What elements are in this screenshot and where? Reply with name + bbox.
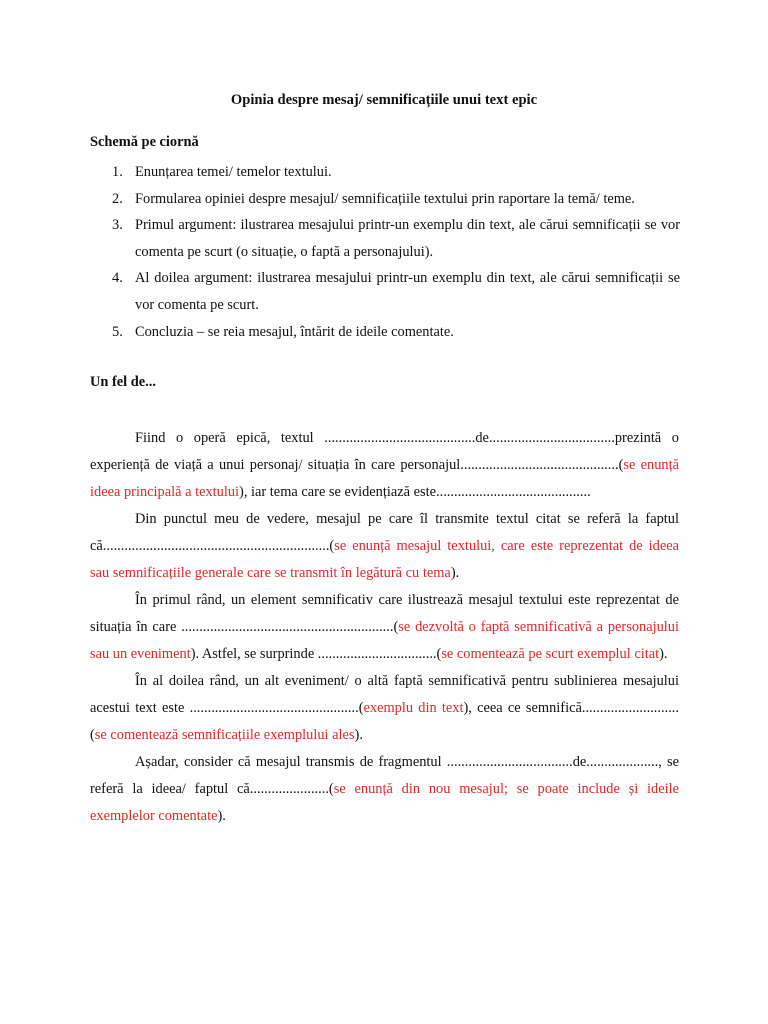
template-text: ). [659, 646, 668, 662]
schema-heading: Schemă pe ciornă [90, 134, 199, 150]
template-paragraph-3 [90, 587, 679, 668]
schema-step-text: Concluzia – se reia mesajul, întărit de ideile comentate. [135, 323, 454, 340]
schema-step-text: Enunțarea temei/ temelor textului. [135, 164, 332, 180]
template-paragraph-4 [90, 668, 679, 749]
instruction-note: se enunță ideea principală a textului [90, 457, 679, 500]
schema-step-1: 1. Enunțarea temei/ temelor textului. [112, 164, 332, 180]
schema-step-3: 3. Primul argument: ilustrarea mesajului printr-un exemplu din text, ale cărui semnificații se vor comenta pe scurt (o situație, o faptă a personajului). [112, 217, 680, 260]
template-text: ). [217, 808, 226, 824]
template-text: ). [354, 727, 363, 743]
template-text: ), ceea ce semnifică...........................( [90, 700, 679, 743]
schema-step-text: Al doilea argument: ilustrarea mesajului printr-un exemplu din text, ale cărui semnificații se vor comenta pe scurt. [135, 270, 680, 313]
document-title: Opinia despre mesaj/ semnificațiile unui text epic [230, 92, 538, 108]
template-text: În al doilea rând, un alt eveniment/ o altă faptă semnificativă pentru sublinierea mesajului acestui text este ...............................................( [90, 673, 679, 716]
schema-step-5: 5. Concluzia – se reia mesajul, întărit de ideile comentate. [112, 323, 454, 340]
template-text: Așadar, consider că mesajul transmis de fragmentul ...................................de...................., se referă la ideea/ faptul că......................( [90, 754, 679, 797]
schema-step-4: 4. Al doilea argument: ilustrarea mesajului printr-un exemplu din text, ale cărui semnificații se vor comenta pe scurt. [112, 270, 680, 313]
instruction-note: se dezvoltă o faptă semnificativă a personajului sau un eveniment [90, 619, 679, 662]
instruction-note: exemplu din text [363, 700, 464, 716]
instruction-note: se comentează pe scurt exemplul citat [441, 646, 660, 662]
template-text: Fiind o operă epică, textul ..........................................de...................................prezintă o experiență de viață a unui personaj/ situația în care personajul............................................( [90, 430, 679, 473]
schema-steps-list [90, 159, 680, 345]
instruction-note: se enunță din nou mesajul; se poate include și ideile exemplelor comentate [90, 781, 680, 824]
template-text: În primul rând, un element semnificativ care ilustrează mesajul textului este reprezentat de situația în care ...........................................................( [90, 592, 679, 635]
instruction-note: se enunță mesajul textului, care este reprezentat de ideea sau semnificațiile generale care se transmit în legătură cu tema [90, 538, 679, 581]
template-text: ). Astfel, se surprinde .................................( [190, 646, 442, 662]
schema-step-text: Primul argument: ilustrarea mesajului printr-un exemplu din text, ale cărui semnificații se vor comenta pe scurt (o situație, o faptă a personajului). [135, 217, 680, 260]
template-text: ). [450, 565, 460, 581]
schema-step-text: Formularea opiniei despre mesajul/ semnificațiile textului prin raportare la temă/ teme. [135, 190, 635, 207]
template-heading: Un fel de... [90, 374, 156, 390]
template-paragraph-2 [90, 506, 679, 587]
template-text: ), iar tema care se evidențiază este........................................... [239, 484, 591, 500]
template-paragraph-1 [90, 425, 679, 506]
template-paragraph-5 [90, 749, 679, 830]
schema-step-2: 2. Formularea opiniei despre mesajul/ semnificațiile textului prin raportare la temă/ teme. [112, 190, 635, 207]
template-text: Din punctul meu de vedere, mesajul pe care îl transmite textul citat se referă la faptul că...............................................................( [90, 511, 679, 554]
instruction-note: se comentează semnificațiile exemplului ales [94, 727, 355, 743]
essay-template [90, 425, 679, 830]
